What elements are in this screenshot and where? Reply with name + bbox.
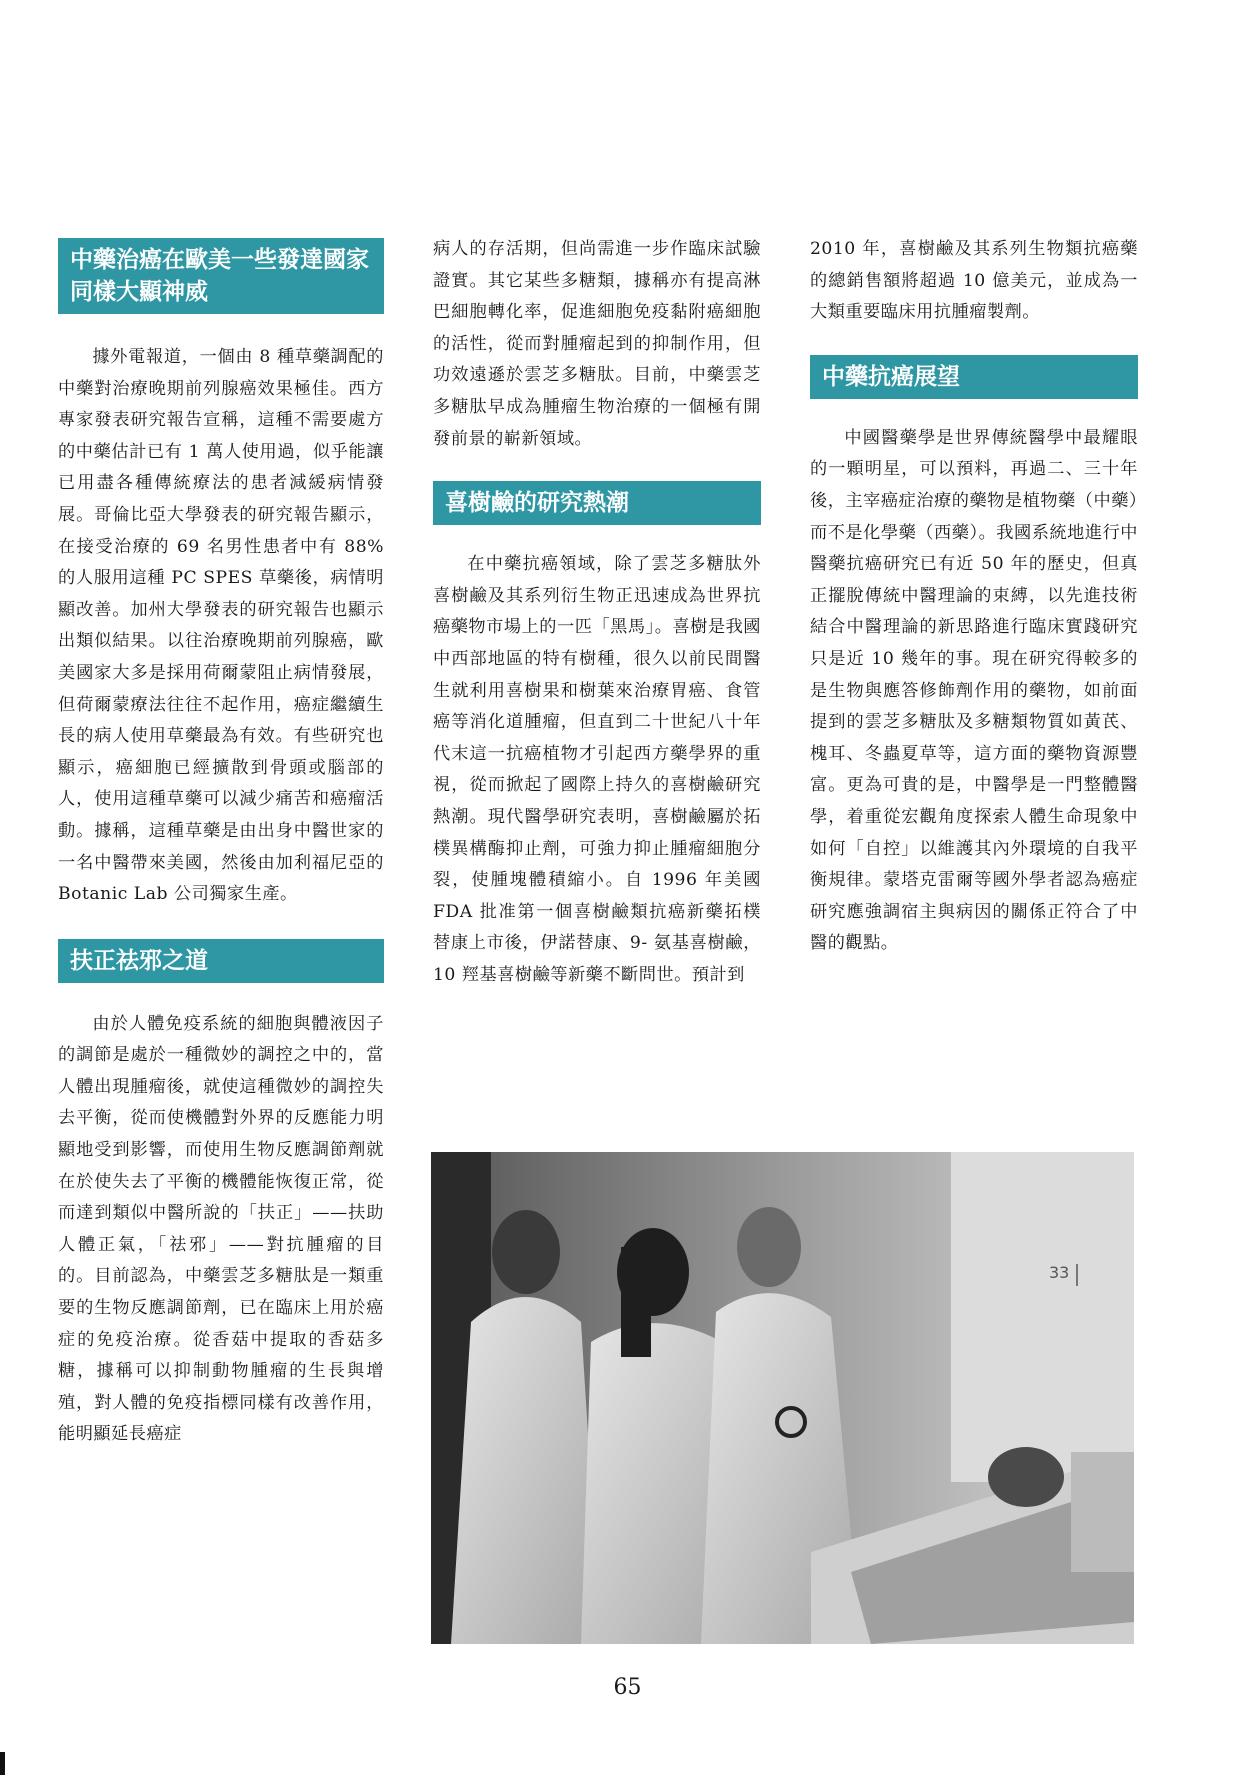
section-heading-fuzheng-quxie: 扶正祛邪之道 [58, 939, 384, 983]
paragraph-outlook: 中國醫藥學是世界傳統醫學中最耀眼的一顆明星，可以預料，再過二、三十年後，主宰癌症治療的藥物是植物藥（中藥）而不是化學藥（西藥）。我國系統地進行中醫藥抗癌研究已有近 50 年的歷史，但真正擺脫傳統中醫理論的束縛，以先進技術結合中醫理論的新思路進行臨床實踐研究只是近 10 幾年的事。現在研究得較多的是生物與應答修飾劑作用的藥物，如前面提到的雲芝多糖肽及多糖類物質如黃芪、槐耳、冬蟲夏草等，這方面的藥物資源豐富。更為可貴的是，中醫學是一門整體醫學，着重從宏觀角度探索人體生命現象中如何「自控」以維護其內外環境的自我平衡規律。蒙塔克雷爾等國外學者認為癌症研究應強調宿主與病因的關係正符合了中醫的觀點。 [810, 427, 1138, 954]
column-1 [58, 238, 384, 1451]
column-2 [433, 238, 761, 991]
photo-illustration [431, 1152, 1134, 1644]
hospital-ward-photo [431, 1152, 1134, 1644]
column-3 [810, 238, 1138, 960]
section-heading-outlook: 中藥抗癌展望 [810, 355, 1138, 399]
scan-edge-mark [0, 1752, 5, 1775]
section-heading-camptothecin: 喜樹鹼的研究熱潮 [433, 481, 761, 525]
paragraph-survival-period: 病人的存活期，但尚需進一步作臨床試驗證實。其它某些多糖類，據稱亦有提高淋巴細胞轉化率，促進細胞免疫黏附癌細胞的活性，從而對腫瘤起到的抑制作用，但功效遠遜於雲芝多糖肽。目前，中藥雲芝多糖肽早成為腫瘤生物治療的一個極有開發前景的嶄新領域。 [433, 239, 761, 449]
paragraph-foreign-report: 據外電報道，一個由 8 種草藥調配的中藥對治療晚期前列腺癌效果極佳。西方專家發表研究報告宣稱，這種不需要處方的中藥估計已有 1 萬人使用過，似乎能讓已用盡各種傳統療法的患者減緩病情發展。哥倫比亞大學發表的研究報告顯示，在接受治療的 69 名男性患者中有 88% 的人服用這種 PC SPES 草藥後，病情明顯改善。加州大學發表的研究報告也顯示出類似結果。以往治療晚期前列腺癌，歐美國家大多是採用荷爾蒙阻止病情發展，但荷爾蒙療法往往不起作用，癌症繼續生長的病人使用草藥最為有效。有些研究也顯示，癌細胞已經擴散到骨頭或腦部的人，使用這種草藥可以減少痛苦和癌瘤活動。據稱，這種草藥是由出身中醫世家的一名中醫帶來美國，然後由加利福尼亞的 Botanic Lab 公司獨家生產。 [58, 347, 384, 905]
wall-number-label: 33 [1049, 1263, 1070, 1282]
paragraph-camptothecin: 在中藥抗癌領域，除了雲芝多糖肽外喜樹鹼及其系列衍生物正迅速成為世界抗癌藥物市場上的一匹「黑馬」。喜樹是我國中西部地區的特有樹種，很久以前民間醫生就利用喜樹果和樹葉來治療胃癌、食管癌等消化道腫瘤，但直到二十世紀八十年代末這一抗癌植物才引起西方藥學界的重視，從而掀起了國際上持久的喜樹鹼研究熱潮。現代醫學研究表明，喜樹鹼屬於拓樸異構酶抑止劑，可強力抑止腫瘤細胞分裂，使腫塊體積縮小。自 1996 年美國 FDA 批准第一個喜樹鹼類抗癌新藥拓樸替康上市後，伊諾替康、9- 氨基喜樹鹼，10 羥基喜樹鹼等新藥不斷問世。預計到 [433, 554, 761, 985]
paragraph-immune-regulation: 由於人體免疫系統的細胞與體液因子的調節是處於一種微妙的調控之中的，當人體出現腫瘤後，就使這種微妙的調控失去平衡，從而使機體對外界的反應能力明顯地受到影響，而使用生物反應調節劑就在於使失去了平衡的機體能恢復正常，從而達到類似中醫所說的「扶正」——扶助人體正氣，「祛邪」——對抗腫瘤的目的。目前認為，中藥雲芝多糖肽是一類重要的生物反應調節劑，已在臨床上用於癌症的免疫治療。從香菇中提取的香菇多糖，據稱可以抑制動物腫瘤的生長與增殖，對人體的免疫指標同樣有改善作用，能明顯延長癌症 [58, 1013, 384, 1445]
paragraph-sales-forecast: 2010 年，喜樹鹼及其系列生物類抗癌藥的總銷售額將超過 10 億美元，並成為一大類重要臨床用抗腫瘤製劑。 [810, 239, 1138, 323]
section-heading-western-countries: 中藥治癌在歐美一些發達國家同樣大顯神威 [58, 238, 384, 314]
page-number: 65 [613, 1675, 642, 1700]
